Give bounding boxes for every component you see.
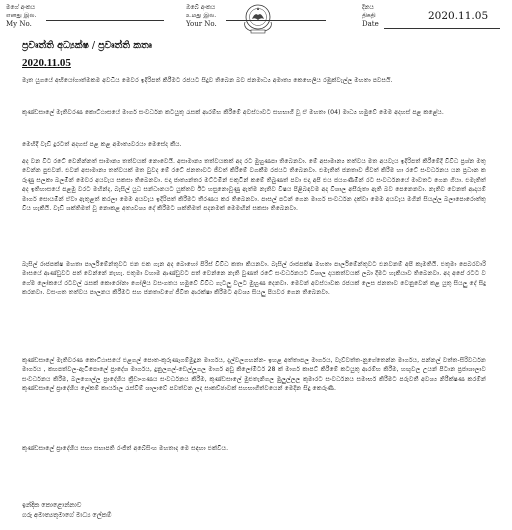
your-number-tamil: உமது இல. xyxy=(186,12,217,19)
government-emblem-icon xyxy=(237,2,279,36)
date-tamil: திகதி xyxy=(362,12,376,19)
my-number-sinhala: මගේ අංකය xyxy=(6,4,36,11)
signature-name: ඉන්දික කොළොන්නාව xyxy=(22,501,82,509)
my-number-tamil: எனது இல. xyxy=(6,12,37,19)
paragraph-chairman: කුණ්ඩසාලේ ප්‍රාදේශීය සභා සභාපති රංජිත් අබේසිංහ මහතාද මෙ සඳහා එක්විය. xyxy=(22,445,229,452)
paragraph-minister-said: මෙහිදී වැඩි දුරටත් අදහස් පළ කළ අමාත්‍යවරයා මෙසේද කීය. xyxy=(22,141,182,148)
paragraph-budget: අද වන විට රටේ වෙනින්නත් සාමාන්‍ය තත්වයක් නොවෙයි. අසාමාන්‍ය තත්වයකක් අද රට මුහුණපා තිබෙනවා. මේ අසාමාන්‍ය තත්වය මත අයවැය ඉදිරිපත් කිරීමේදී විවිධ ප්‍රශ්න මතු වෙන්න පුළුවන්. එවන් අසාමාන්‍ය තත්වයක් මත වුවද මේ රටේ ජනතාවට ජීවත් කිරීමේ වගකීම රජයට තිබෙනවා. එමැතිත් ජනතාව ජීවත් කිරීම හා රටේ සංවර්ධනය යන ප්‍රධාන කරුණු සලකා බලමින් මෙවර අයවැය සකසා තිබෙනවා. එදා ජාත්‍යන්තර මට්ටමින් එකුටින් කමේ තිබුණත් පවා එදා අපි එය ජයගණිමින් රට සංවර්ධනයේ මාවතට ගෙන ගියා. එමැතිත් අද ඉතිහාසයේ පළමු වරට මහින්ද, බැසිල් යුධ සන්ධානයට යුක්තව ඊට හසුනොවූණු ඇත්ම නැතිව විෂය පිළිබඳවම අද විශාල අසීරුතා ඇති බව පෙනෙනවා. නැතිව වෙනත් ආදායම් මාර්ග සොයමින් ඒවා ඇතුළත් කරලා මෙම අයවැය ඉදිරිපත් කිරීමට තීරණය කර තිබෙනවා. පාසල් පටන් ගෙන මාර්ග සංවර්ධන දක්වා මෙම අයවැය මගින් සියල්ල බලාපොරොත්තු විය හැකියි. වැඩි ශක්තිමත් වූ නොකළ අත්‍යවශ්‍ය දේ කිරීමට ශක්තිමත් පදනමක් මෙමඟින් සකසා තිබෙනවා. xyxy=(22,158,486,213)
date-sinhala: දිනය xyxy=(362,4,374,11)
paragraph-event: කුණ්ඩසාලේ මැතිවරණ කොට්ඨාසයේ මාර්ග සංවර්ධන කටයුතු රැසක් ආරම්භ කිරීමේ අවස්ථාවට සහභාගී වූ ඒ මහතා (04) මාධ්‍ය හමුවේ මෙම අදහස් පළ කළේය. xyxy=(22,109,444,116)
signature-block xyxy=(22,500,111,520)
heading-news-editor: ප්‍රවෘත්ති කතෘ xyxy=(98,40,152,51)
my-number-line xyxy=(46,20,164,21)
release-date: 2020.11.05 xyxy=(22,57,71,69)
date-value: 2020.11.05 xyxy=(428,10,489,22)
signature-title: ගරු අමාත්‍යතුමාගේ මාධ්‍ය ලේකම් xyxy=(22,511,112,519)
date-line xyxy=(384,28,500,29)
paragraph-basil-rajapaksa: බැසිල් රාජපක්ෂ මහතා පාර්ලිමේන්තුවට එන එක ගැන අද බොහෝ පිරිස් විවිධ කතා කියනවා. බැසිල් රාජපක්ෂ මහතා පාර්ලිමේන්තුවට එනවනම් අපි කැමතියි. එතුමා පෙබරවාරි මාසයේ ආණ්ඩුවට පත් වෙන්නේ නැහැ. එතුමා වහාම ආණ්ඩුවට පත් වෙන්නෙ නැති වුණත් රටේ සංවර්ධනයට විශාල දායකත්වයක් ලබා දීමට හැකියාව තිබෙනවා. අද අපේ රටට වගේම ලෝකයේ රටවල් රැසක් කොරෝනා ගෝලීය වසංගතය හමුවේ විවිධ ගැටලු වලට මුහුණ දෙනවා. මෙවන් අවස්ථාවක රජයක් ලෙස ජනතාව වෙනුවෙන් කළ යුතු සියලු දේ සිදු කරනවා. වසංගත තත්වය පාලනය කිරීමට සහ ජනතාවගේ ජීවිත ආරක්ෂා කිරීමට අවශ්‍ය සියලු පියවර ගෙන තිබෙනවා. xyxy=(22,261,486,297)
your-number-english: Your No. xyxy=(186,20,217,28)
heading-news-director: ප්‍රවෘත්ති අධ්‍යක්ෂ xyxy=(22,40,89,51)
your-number-sinhala: ඔබේ අංකය xyxy=(186,4,216,11)
date-english: Date xyxy=(362,20,379,28)
my-number-english: My No. xyxy=(6,20,32,28)
paragraph-road-projects: කුණ්ඩසාලේ මැතිවරණ කොට්ඨාසයේ එළගල් පොත-කුරුණෑගම්මුදුන මාර්ගය, දැල්වලගහන්න- ඉහළ අත්තාපල මාර්ගය, වැව්වත්ත-නුගේතෙන්න මාර්ගය, පන්නල් වත්ත-සිරිවර්ධන මාර්ගය , කහපත්වල-ඇටිපොලේ ප්‍රාදේශ මාර්ගය, දුනුලගල්-ඩෙල්ලූගල මාර්ග අඩු කිලෝමීටර් 28 ක් මාර්ග කාපට් කිරීමේ කටයුතු ආරම්භ කිරීම, හඟුවල උයන් පිටාන ප්‍රජාශාලාව සංවර්ධනය කිරීම, බලගොල්ල ප්‍රාදේශීය ක්‍රීඩාංගණය සංවර්ධනය කිරීම, කුණ්ඩසාලේ මුළුතැනිගල මුලුල්ලල කුමාරට සංවර්ධනය සමාර්භ කිරීමට පරුවතී අවශ්‍ය නිරීක්ෂණ කරම්න් කුණ්ඩසාලේ ප්‍රාදේශීය ලේකම් කාර්යාල රැස්වීම් ශාලාවේ පවත්වන ලද සාකච්ඡාවක් සහභාගිත්වයෙන් මෙදින සිදු කෙරුණි. xyxy=(22,357,486,393)
date-label xyxy=(362,4,379,28)
your-number-label xyxy=(186,4,217,28)
my-number-label xyxy=(6,4,36,28)
page-heading xyxy=(22,40,152,51)
heading-separator: / xyxy=(88,40,99,51)
paragraph-intro: මෑත යුගයේ අභියෝගාත්මකම අවධිය මෙවර ඉදිරිපත් කිරීමට රජයට සිදුව තිබෙන බව ජනමාධ්‍ය අමාත්‍ය කෙහෙලිය රඹුක්වැල්ල මහතා පවසයි. xyxy=(22,77,393,84)
